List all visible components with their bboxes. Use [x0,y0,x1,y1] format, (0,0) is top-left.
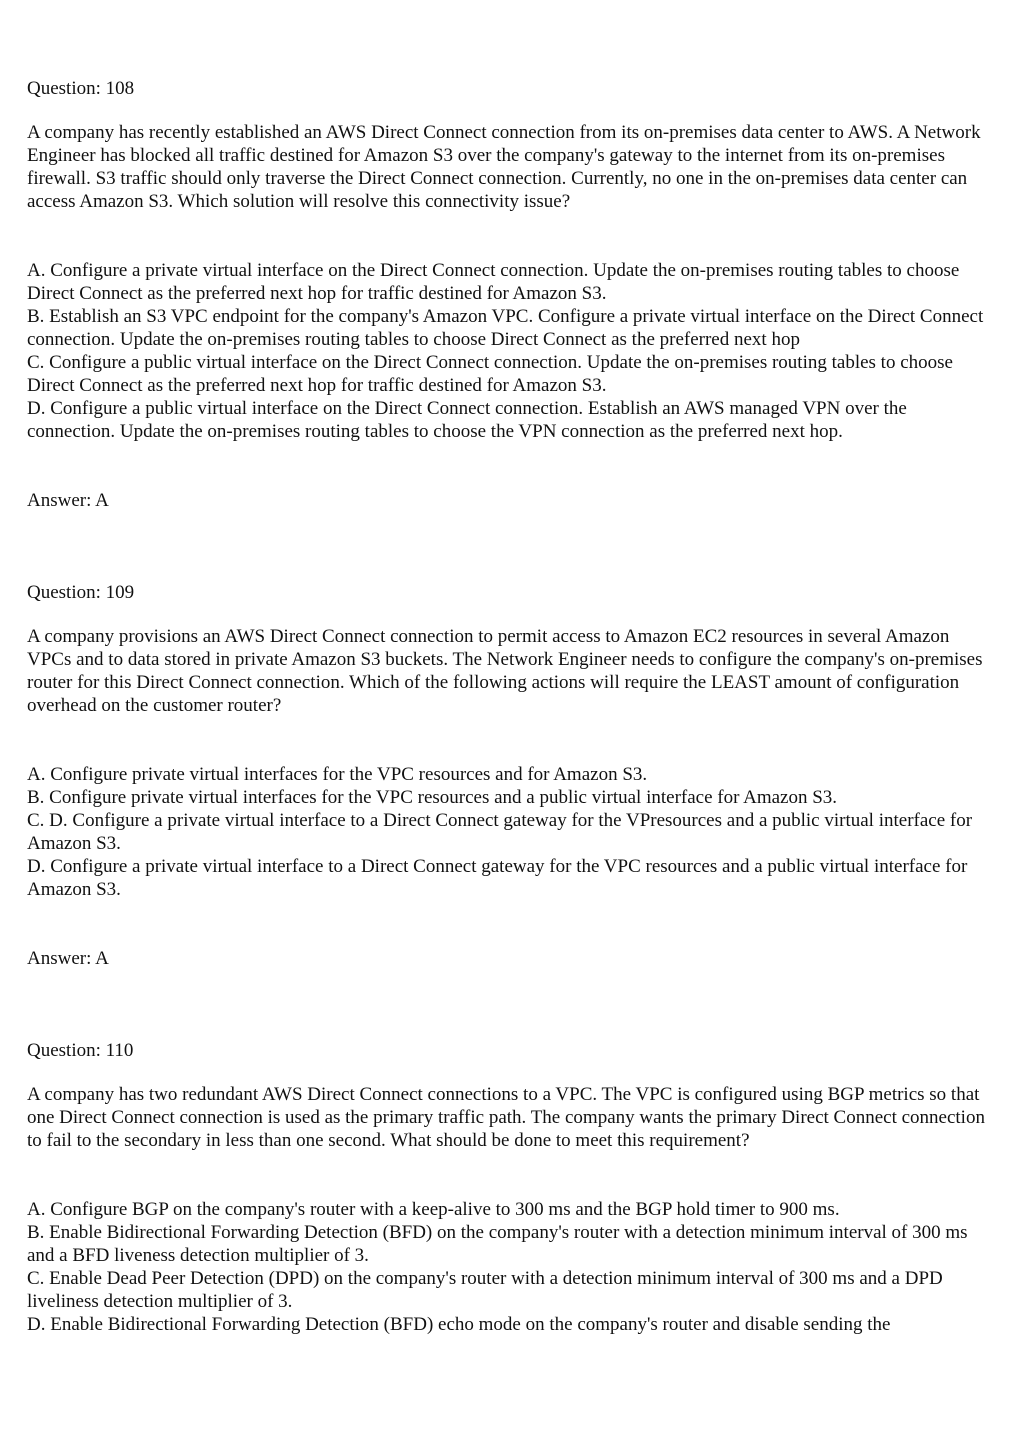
question-110 [27,1039,992,1336]
question-number: Question: 109 [27,582,135,603]
option-b: B. Enable Bidirectional Forwarding Detection (BFD) on the company's router with a detection minimum interval of 300 ms and a BFD liveness detection multiplier of 3. [27,1222,968,1266]
option-b: B. Establish an S3 VPC endpoint for the company's Amazon VPC. Configure a private virtual interface on the Direct Connect connection. Update the on-premises routing tables to choose Direct Connect as the preferred next hop [27,306,984,350]
question-stem: A company has two redundant AWS Direct Connect connections to a VPC. The VPC is configured using BGP metrics so that one Direct Connect connection is used as the primary traffic path. The company wants the primary Direct Connect connection to fail to the secondary in less than one second. What should be done to meet this requirement? [27,1084,985,1151]
question-stem: A company has recently established an AWS Direct Connect connection from its on-premises data center to AWS. A Network Engineer has blocked all traffic destined for Amazon S3 over the company's gateway to the internet from its on-premises firewall. S3 traffic should only traverse the Direct Connect connection. Currently, no one in the on-premises data center can access Amazon S3. Which solution will resolve this connectivity issue? [27,122,981,212]
answer-options [27,763,992,901]
answer-line: Answer: A [27,490,109,511]
document-page [27,77,992,1336]
spacer [27,512,992,581]
option-a: A. Configure a private virtual interface on the Direct Connect connection. Update the on-premises routing tables to choose Direct Connect as the preferred next hop for traffic destined for Amazon S3. [27,260,960,304]
question-number: Question: 108 [27,78,135,99]
question-108 [27,77,992,512]
question-109 [27,581,992,970]
answer-options [27,259,992,443]
option-d: D. Configure a public virtual interface on the Direct Connect connection. Establish an AWS managed VPN over the connection. Update the on-premises routing tables to choose the VPN connection as the preferred next hop. [27,398,907,442]
answer-line: Answer: A [27,948,109,969]
option-d: D. Enable Bidirectional Forwarding Detection (BFD) echo mode on the company's router and disable sending the [27,1314,891,1335]
answer-options [27,1198,992,1336]
option-d: D. Configure a private virtual interface to a Direct Connect gateway for the VPC resources and a public virtual interface for Amazon S3. [27,856,968,900]
question-stem: A company provisions an AWS Direct Connect connection to permit access to Amazon EC2 resources in several Amazon VPCs and to data stored in private Amazon S3 buckets. The Network Engineer needs to configure the company's on-premises router for this Direct Connect connection. Which of the following actions will require the LEAST amount of configuration overhead on the customer router? [27,626,983,716]
question-number: Question: 110 [27,1040,134,1061]
option-c: C. Enable Dead Peer Detection (DPD) on the company's router with a detection minimum interval of 300 ms and a DPD liveliness detection multiplier of 3. [27,1268,943,1312]
option-a: A. Configure BGP on the company's router with a keep-alive to 300 ms and the BGP hold timer to 900 ms. [27,1199,840,1220]
option-c: C. D. Configure a private virtual interface to a Direct Connect gateway for the VPresources and a public virtual interface for Amazon S3. [27,810,973,854]
spacer [27,970,992,1039]
option-b: B. Configure private virtual interfaces for the VPC resources and a public virtual interface for Amazon S3. [27,787,838,808]
option-c: C. Configure a public virtual interface on the Direct Connect connection. Update the on-premises routing tables to choose Direct Connect as the preferred next hop for traffic destined for Amazon S3. [27,352,953,396]
option-a: A. Configure private virtual interfaces for the VPC resources and for Amazon S3. [27,764,648,785]
